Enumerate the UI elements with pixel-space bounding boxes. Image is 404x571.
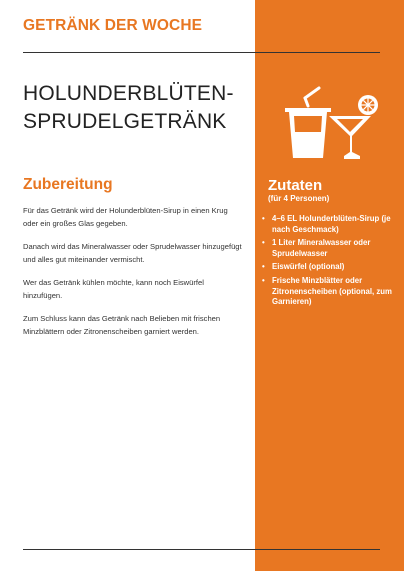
preparation-step: Wer das Getränk kühlen möchte, kann noch Eiswürfel hinzufügen. [23,278,204,300]
top-divider [23,52,380,53]
ingredient-item [262,276,402,308]
ingredient-item [262,238,402,259]
ingredient-item [262,214,402,235]
preparation-step: Danach wird das Mineralwasser oder Sprudelwasser hinzugefügt und alles gut miteinander vermischt. [23,242,242,264]
title-line-1: HOLUNDERBLÜTEN- [23,82,234,105]
ingredient-text: 1 Liter Mineralwasser oder Sprudelwasser [272,238,371,258]
servings-note: (für 4 Personen) [268,194,330,203]
bullet-icon: • [262,275,265,285]
page-title [23,80,251,136]
week-label: GETRÄNK DER WOCHE [23,17,203,34]
ingredient-item [262,262,402,273]
drinks-glasses-icon [283,86,379,160]
ingredient-text: Eiswürfel (optional) [272,262,345,272]
ingredient-text: Frische Minzblätter oder Zitronenscheiben (optional, zum Garnieren) [272,275,392,307]
preparation-heading: Zubereitung [23,176,113,193]
preparation-steps [23,204,243,348]
bullet-icon: • [262,262,265,272]
title-line-2: SPRUDELGETRÄNK [23,110,227,133]
ingredients-heading: Zutaten [268,177,323,194]
preparation-step: Zum Schluss kann das Getränk nach Belieben mit frischen Minzblättern oder Zitronenscheiben garniert werden. [23,314,221,336]
bullet-icon: • [262,238,265,248]
bottom-divider [23,549,380,550]
bullet-icon: • [262,214,265,223]
ingredient-text: 4–6 EL Holunderblüten-Sirup (je nach Geschmack) [272,214,391,234]
preparation-step: Für das Getränk wird der Holunderblüten-Sirup in einen Krug oder ein großes Glas gegeben. [23,206,228,228]
ingredient-list [262,214,402,311]
